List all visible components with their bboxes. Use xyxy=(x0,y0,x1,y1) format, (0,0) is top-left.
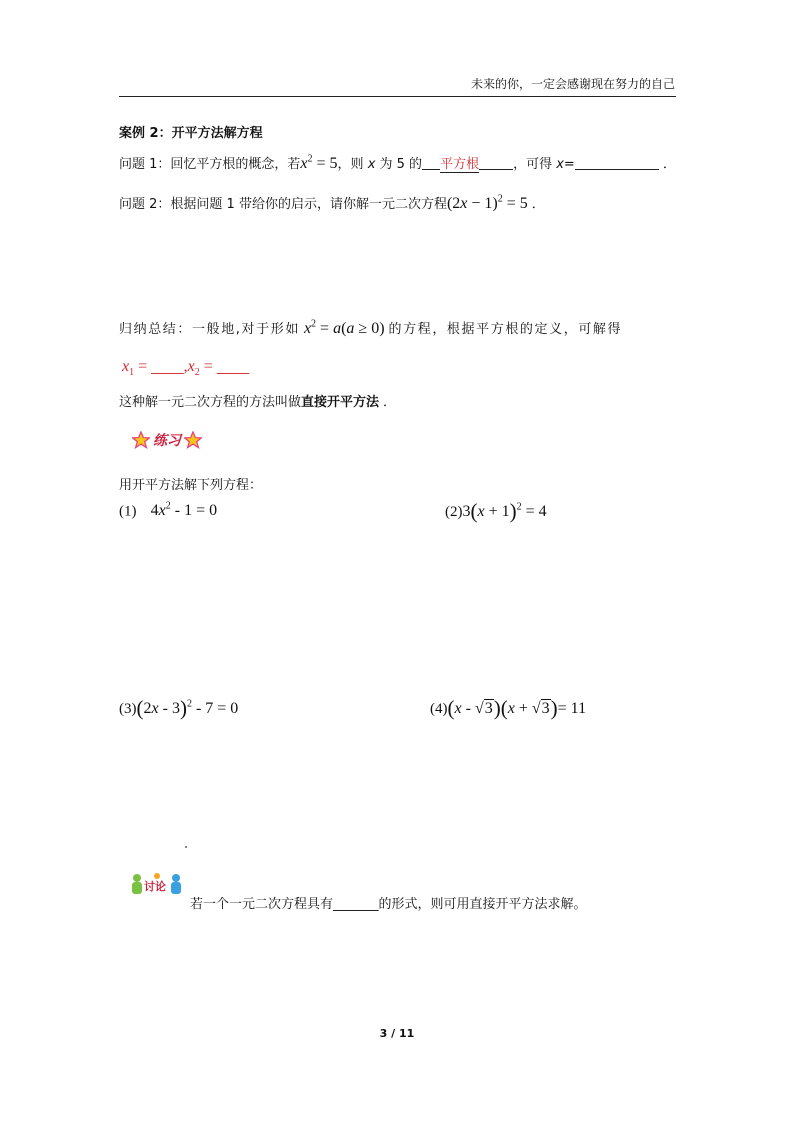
stray-dot xyxy=(185,846,187,848)
summary-eq-cond-open: ( xyxy=(341,320,347,337)
practice-badge xyxy=(132,430,202,450)
p2-coef: 3 xyxy=(462,503,471,520)
x1-var: x xyxy=(122,358,130,375)
q1-equals: = xyxy=(563,157,575,172)
problem-4 xyxy=(430,696,586,721)
problem-2 xyxy=(445,499,547,524)
case-title: 案例 2：开平方法解方程 xyxy=(119,126,263,141)
summary-solutions xyxy=(122,358,249,378)
p2-num: (2) xyxy=(445,504,463,520)
summary-eq-var: x xyxy=(303,320,312,337)
discussion-line xyxy=(190,893,587,912)
x1-sub: 1 xyxy=(129,367,135,379)
p1-equation xyxy=(151,502,217,519)
q2-end: ． xyxy=(531,197,545,212)
summary-eq-exp: 2 xyxy=(311,318,317,330)
q1-answer: 平方根 xyxy=(440,157,480,172)
p4-num: (4) xyxy=(430,701,448,717)
star-icon xyxy=(184,431,202,449)
method-line xyxy=(119,391,396,410)
summary-eq-a: a xyxy=(333,320,342,337)
discussion-blank: _______ xyxy=(333,897,379,912)
summary-line xyxy=(119,318,622,338)
q1-blank-lead xyxy=(422,156,440,170)
q1-middle-1: ，则 xyxy=(337,157,368,172)
practice-instruction: 用开平方法解下列方程： xyxy=(119,478,263,493)
p4-root2: 3 xyxy=(541,700,550,717)
q2-eq-var: x xyxy=(460,195,468,212)
q2-equation xyxy=(447,195,528,212)
q1-x-blank xyxy=(575,156,659,170)
p4-equation xyxy=(447,696,587,720)
p3-coef: 2 xyxy=(143,700,152,717)
q1-eq-rest: = 5 xyxy=(312,155,338,172)
practice-badge-label: 练习 xyxy=(153,433,181,449)
header-slogan: 未来的你，一定会感谢现在努力的自己 xyxy=(470,77,675,91)
p4-close2: ) xyxy=(550,696,558,720)
x1-blank: _____ xyxy=(151,360,184,375)
q1-eq-var: x xyxy=(300,155,308,172)
p3-rest: - 7 = 0 xyxy=(191,700,239,717)
summary-prefix: 归纳总结：一般地,对于形如 xyxy=(119,322,300,337)
p3-var: x xyxy=(151,700,159,717)
q1-middle-2: 为 5 的 xyxy=(375,157,423,172)
summary-eq-rest: = xyxy=(316,320,334,337)
p4-var1: x xyxy=(454,700,462,717)
summary-suffix: 的方程，根据平方根的定义，可解得 xyxy=(388,322,623,337)
star-icon xyxy=(132,431,150,449)
q2-eq-exp: 2 xyxy=(497,193,503,205)
x2-blank: _____ xyxy=(216,360,250,375)
summary-equation xyxy=(304,320,385,337)
question-2 xyxy=(119,193,545,213)
problem-1 xyxy=(119,501,217,520)
p1-rest: - 1 = 0 xyxy=(170,502,218,520)
x2-eq: = xyxy=(199,358,217,375)
p4-plus: + xyxy=(514,700,532,717)
p2-exp: 2 xyxy=(516,501,522,513)
p3-close: ) xyxy=(179,696,187,720)
discussion-badge-label: 讨论 xyxy=(144,880,166,893)
x1-eq: = xyxy=(134,358,152,375)
p4-rest: = 11 xyxy=(557,700,587,717)
q1-eq-exp: 2 xyxy=(307,153,313,165)
p4-open1: ( xyxy=(447,696,455,720)
p4-minus: - xyxy=(461,700,475,717)
p2-open: ( xyxy=(470,499,478,523)
question-1 xyxy=(119,153,676,173)
problem-3 xyxy=(119,696,238,721)
q1-equation xyxy=(300,155,337,172)
p4-sqrt1: √3 xyxy=(474,700,493,717)
q1-prefix: 问题 1：回忆平方根的概念，若 xyxy=(119,157,301,172)
q2-eq-left: (2 xyxy=(446,195,461,212)
q1-blank-tail xyxy=(479,156,513,170)
discussion-prefix: 若一个一元二次方程具有 xyxy=(190,897,334,912)
x1-expression xyxy=(122,358,152,379)
q2-eq-mid: − 1) xyxy=(467,195,498,212)
q1-x-label: x xyxy=(556,157,564,172)
q2-prefix: 问题 2：根据问题 1 带给你的启示，请你解一元二次方程 xyxy=(119,197,447,212)
q1-end: ． xyxy=(662,157,676,172)
q1-middle-var: x xyxy=(367,157,376,172)
p2-var: x xyxy=(477,503,485,520)
p1-num: (1) xyxy=(119,503,137,520)
x2-var: x xyxy=(187,358,195,375)
p2-rest: = 4 xyxy=(521,503,547,520)
header-rule xyxy=(119,96,676,97)
p4-open2: ( xyxy=(500,696,508,720)
discussion-suffix: 的形式，则可用直接开平方法求解。 xyxy=(378,897,587,912)
method-prefix: 这种解一元二次方程的方法叫做 xyxy=(119,395,302,410)
p4-sqrt2: √3 xyxy=(531,700,550,717)
p1-var: x xyxy=(158,502,166,520)
p4-var2: x xyxy=(507,700,515,717)
summary-eq-cond-a: a xyxy=(346,320,355,337)
x2-expression xyxy=(187,358,217,379)
p3-open: ( xyxy=(136,696,144,720)
solutions-comma: , xyxy=(183,358,188,375)
p3-equation xyxy=(136,696,239,720)
p2-mid: + 1 xyxy=(484,503,510,520)
method-name: 直接开平方法 xyxy=(301,395,380,410)
p4-close1: ) xyxy=(493,696,501,720)
p3-exp: 2 xyxy=(186,698,192,710)
p1-exp: 2 xyxy=(165,501,171,512)
summary-eq-cond-rest: ≥ 0) xyxy=(354,320,385,337)
q2-eq-right: = 5 xyxy=(502,195,528,212)
p1-coef: 4 xyxy=(150,502,159,520)
p2-equation xyxy=(462,499,547,523)
page-number: 3 / 11 xyxy=(379,1027,415,1040)
p3-num: (3) xyxy=(119,701,137,717)
p3-mid: - 3 xyxy=(158,700,180,717)
q1-after: ，可得 xyxy=(513,157,557,172)
x2-sub: 2 xyxy=(194,367,200,379)
discussion-badge xyxy=(131,872,183,898)
p2-close: ) xyxy=(509,499,517,523)
p4-root1: 3 xyxy=(484,700,493,717)
method-end: ． xyxy=(383,395,397,410)
